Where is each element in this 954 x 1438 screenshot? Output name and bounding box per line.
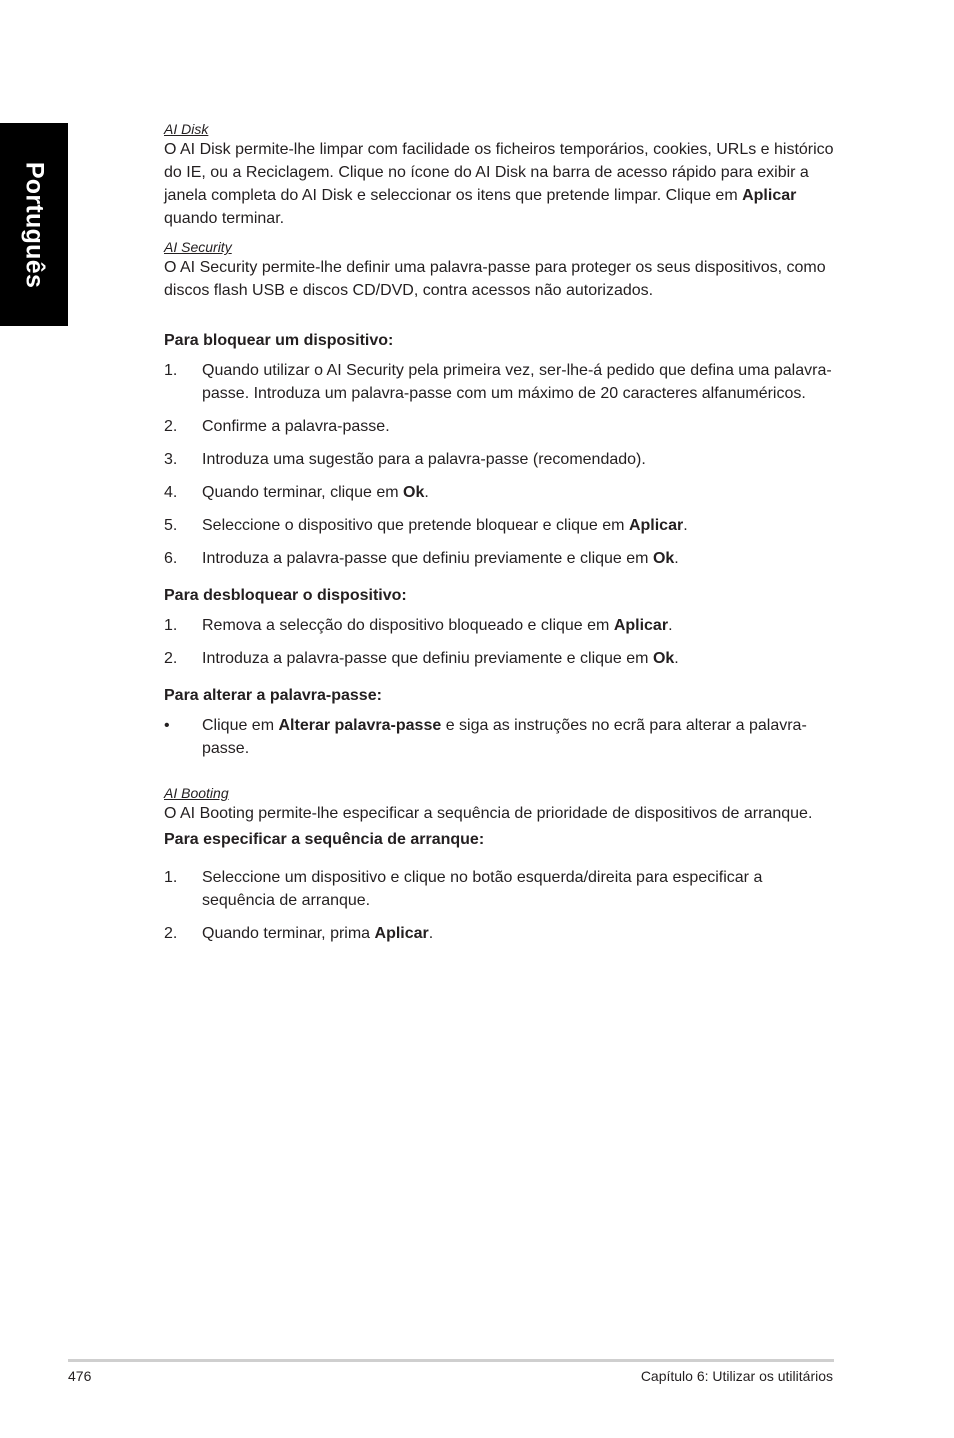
section-title-ai-booting: AI Booting — [164, 785, 229, 801]
ai-security-description: O AI Security permite-lhe definir uma palavra-passe para proteger os seus dispositivos, como discos flash USB e discos CD/DVD, contra acessos não autorizados. — [164, 259, 826, 299]
list-item: 1. Remova a selecção do dispositivo bloqueado e clique em Aplicar. — [164, 617, 673, 634]
lock-heading: Para bloquear um dispositivo: — [164, 332, 394, 349]
unlock-heading: Para desbloquear o dispositivo: — [164, 587, 407, 604]
page-number: 476 — [68, 1368, 92, 1384]
chapter-title: Capítulo 6: Utilizar os utilitários — [640, 1368, 833, 1384]
section-title-ai-disk: AI Disk — [164, 121, 209, 137]
list-item: • Clique em Alterar palavra-passe e siga as instruções no ecrã para alterar a palavra-passe. — [164, 714, 836, 760]
list-item: 5. Seleccione o dispositivo que pretende bloquear e clique em Aplicar. — [164, 517, 688, 534]
list-item: 1. Quando utilizar o AI Security pela primeira vez, ser-lhe-á pedido que defina uma palavra-passe. Introduza um palavra-passe com um máximo de 20 caracteres alfanuméricos. — [164, 362, 832, 402]
ai-booting-description: O AI Booting permite-lhe especificar a sequência de prioridade de dispositivos de arranque. — [164, 805, 813, 822]
list-item: 6. Introduza a palavra-passe que definiu previamente e clique em Ok. — [164, 550, 679, 567]
section-ai-security — [164, 238, 836, 760]
list-item: 4. Quando terminar, clique em Ok. — [164, 484, 429, 501]
lock-steps — [164, 359, 836, 570]
section-ai-disk — [164, 120, 836, 230]
change-password-list — [164, 714, 836, 760]
unlock-steps — [164, 614, 836, 670]
section-title-ai-security: AI Security — [164, 239, 232, 255]
list-item: 2. Quando terminar, prima Aplicar. — [164, 925, 434, 942]
bullet: • — [164, 717, 170, 734]
list-item: 3. Introduza uma sugestão para a palavra-passe (recomendado). — [164, 451, 646, 468]
section-ai-booting — [164, 784, 836, 945]
footer-divider — [68, 1359, 834, 1362]
language-tab — [0, 123, 68, 326]
list-item: 2. Introduza a palavra-passe que definiu previamente e clique em Ok. — [164, 650, 679, 667]
language-label: Português — [20, 161, 49, 288]
ai-disk-description: O AI Disk permite-lhe limpar com facilidade os ficheiros temporários, cookies, URLs e histórico do IE, ou a Reciclagem. Clique no ícone do AI Disk na barra de acesso rápido para exibir a janela completa do AI Disk e seleccionar os itens que pretende limpar. Clique em Aplicar quando terminar. — [164, 141, 834, 227]
boot-order-heading: Para especificar a sequência de arranque: — [164, 831, 485, 848]
change-password-heading: Para alterar a palavra-passe: — [164, 687, 382, 704]
page-content — [164, 120, 836, 945]
list-item: 1. Seleccione um dispositivo e clique no botão esquerda/direita para especificar a sequência de arranque. — [164, 869, 763, 909]
list-item: 2. Confirme a palavra-passe. — [164, 418, 390, 435]
boot-order-steps — [164, 866, 836, 945]
